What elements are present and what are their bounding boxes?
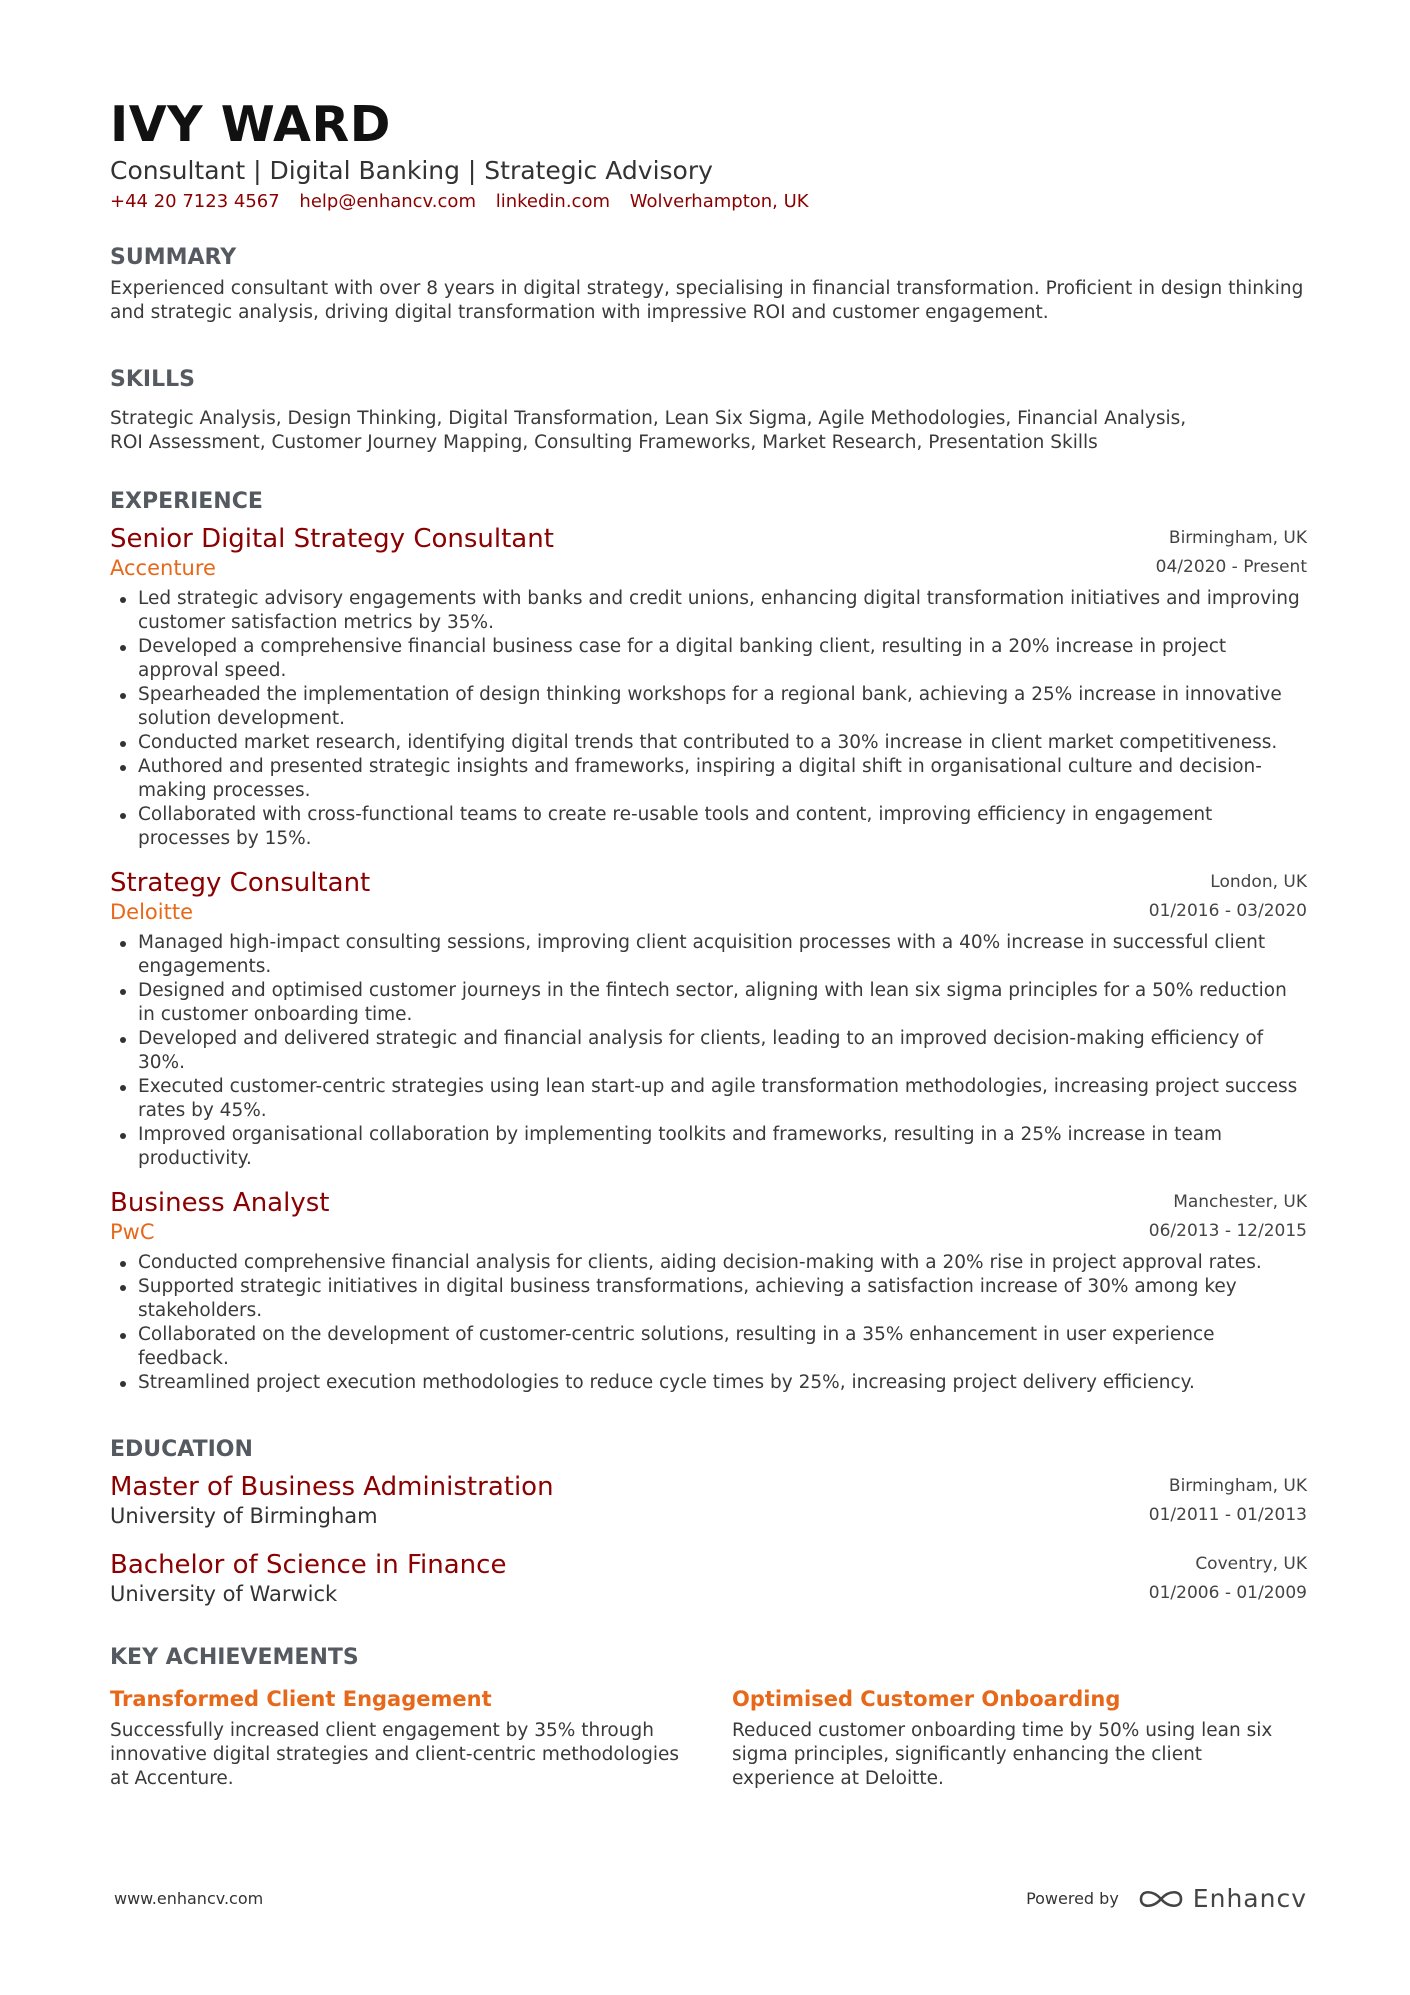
summary-section [110, 243, 1307, 325]
bullet-item: Conducted market research, identifying digital trends that contributed to a 30% increase in client market competitiveness. [138, 731, 1307, 755]
experience-heading: EXPERIENCE [110, 489, 263, 514]
achievement-desc: Successfully increased client engagement by 35% through innovative digital strategies and client-centric methodologies at Accenture. [110, 1720, 680, 1789]
bullet-item: Collaborated on the development of customer-centric solutions, resulting in a 35% enhancement in user experience feedback. [138, 1323, 1307, 1371]
skills-list [110, 407, 1307, 455]
bullet-item: Led strategic advisory engagements with banks and credit unions, enhancing digital transformation initiatives and improving customer satisfaction metrics by 35%. [138, 587, 1307, 635]
job-dates: 06/2013 - 12/2015 [1148, 1221, 1307, 1241]
education-entry [110, 1549, 1307, 1607]
summary-text: Experienced consultant with over 8 years in digital strategy, specialising in financial transformation. Proficient in design thinking and strategic analysis, driving digital transformation with impressive ROI and customer engagement. [110, 278, 1304, 323]
job-role: Strategy Consultant [110, 868, 371, 898]
contact-email[interactable]: help@enhancv.com [299, 191, 476, 212]
summary-heading: SUMMARY [110, 245, 237, 270]
candidate-name: IVY WARD [110, 96, 391, 153]
brand-logo[interactable] [1137, 1884, 1307, 1913]
job-location: London, UK [1210, 872, 1307, 892]
job-role: Business Analyst [110, 1188, 330, 1218]
achievement-desc: Reduced customer onboarding time by 50% using lean six sigma principles, significantly enhancing the client experience at Deloitte. [732, 1720, 1273, 1789]
bullet-item: Collaborated with cross-functional teams to create re-usable tools and content, improving efficiency in engagement processes by 15%. [138, 803, 1307, 851]
experience-entry [110, 523, 1307, 851]
powered-by [1026, 1884, 1307, 1913]
experience-entry [110, 1187, 1307, 1395]
job-company: Accenture [110, 556, 216, 580]
job-company: PwC [110, 1220, 155, 1244]
skills-heading: SKILLS [110, 367, 195, 392]
bullet-item: Developed and delivered strategic and financial analysis for clients, leading to an improved decision-making efficiency of 30%. [138, 1027, 1307, 1075]
contact-linkedin[interactable]: linkedin.com [495, 191, 610, 212]
education-section [110, 1435, 1307, 1607]
entry-header [110, 1187, 1307, 1245]
achievement-title: Transformed Client Engagement [110, 1687, 492, 1711]
candidate-title: Consultant | Digital Banking | Strategic Advisory [110, 156, 713, 185]
entry-header [110, 523, 1307, 581]
job-bullets [110, 931, 1307, 1171]
bullet-item: Improved organisational collaboration by implementing toolkits and frameworks, resulting in a 25% increase in team productivity. [138, 1123, 1307, 1171]
bullet-item: Managed high-impact consulting sessions, improving client acquisition processes with a 40% increase in successful client engagements. [138, 931, 1307, 979]
job-company: Deloitte [110, 900, 193, 924]
job-dates: 04/2020 - Present [1155, 557, 1307, 577]
education-entry [110, 1471, 1307, 1529]
bullet-item: Conducted comprehensive financial analysis for clients, aiding decision-making with a 20% rise in project approval rates. [138, 1251, 1307, 1275]
degree-title: Bachelor of Science in Finance [110, 1550, 507, 1580]
bullet-item: Executed customer-centric strategies using lean start-up and agile transformation methodologies, increasing project success rates by 45%. [138, 1075, 1307, 1123]
resume-header [110, 95, 1307, 215]
job-location: Birmingham, UK [1168, 528, 1307, 548]
school-name: University of Birmingham [110, 1504, 378, 1528]
skills-line: ROI Assessment, Customer Journey Mapping, Consulting Frameworks, Market Research, Presentation Skills [110, 432, 1098, 453]
entry-header [110, 867, 1307, 925]
bullet-item: Designed and optimised customer journeys in the fintech sector, aligning with lean six sigma principles for a 50% reduction in customer onboarding time. [138, 979, 1307, 1027]
experience-entry [110, 867, 1307, 1171]
school-location: Coventry, UK [1195, 1554, 1307, 1574]
bullet-item: Developed a comprehensive financial business case for a digital banking client, resulting in a 20% increase in project approval speed. [138, 635, 1307, 683]
bullet-item: Spearheaded the implementation of design thinking workshops for a regional bank, achieving a 25% increase in innovative solution development. [138, 683, 1307, 731]
education-heading: EDUCATION [110, 1437, 253, 1462]
achievement-item [110, 1685, 685, 1791]
resume-content [110, 95, 1307, 1791]
job-dates: 01/2016 - 03/2020 [1148, 901, 1307, 921]
achievements-section [110, 1643, 1307, 1791]
achievements-heading: KEY ACHIEVEMENTS [110, 1645, 359, 1670]
skills-section [110, 365, 1307, 455]
job-bullets [110, 1251, 1307, 1395]
contact-line [110, 189, 1307, 215]
bullet-item: Supported strategic initiatives in digital business transformations, achieving a satisfaction increase of 30% among key stakeholders. [138, 1275, 1307, 1323]
skills-line: Strategic Analysis, Design Thinking, Digital Transformation, Lean Six Sigma, Agile Methodologies, Financial Analysis, [110, 408, 1187, 429]
page-footer [114, 1884, 1307, 1913]
job-location: Manchester, UK [1173, 1192, 1307, 1212]
contact-location: Wolverhampton, UK [629, 191, 809, 212]
job-bullets [110, 587, 1307, 851]
experience-section [110, 487, 1307, 1395]
enhancv-logo-icon [1137, 1886, 1185, 1912]
school-location: Birmingham, UK [1168, 1476, 1307, 1496]
powered-by-label: Powered by [1026, 1889, 1119, 1908]
achievement-title: Optimised Customer Onboarding [732, 1687, 1121, 1711]
bullet-item: Authored and presented strategic insights and frameworks, inspiring a digital shift in organisational culture and decision-making processes. [138, 755, 1307, 803]
contact-phone[interactable]: +44 20 7123 4567 [110, 191, 280, 212]
brand-name: Enhancv [1192, 1884, 1307, 1913]
degree-title: Master of Business Administration [110, 1472, 554, 1502]
school-name: University of Warwick [110, 1582, 338, 1606]
footer-url[interactable]: www.enhancv.com [114, 1889, 264, 1908]
education-dates: 01/2006 - 01/2009 [1148, 1583, 1307, 1603]
job-role: Senior Digital Strategy Consultant [110, 524, 554, 554]
bullet-item: Streamlined project execution methodologies to reduce cycle times by 25%, increasing project delivery efficiency. [138, 1371, 1307, 1395]
education-dates: 01/2011 - 01/2013 [1148, 1505, 1307, 1525]
achievement-item [732, 1685, 1307, 1791]
